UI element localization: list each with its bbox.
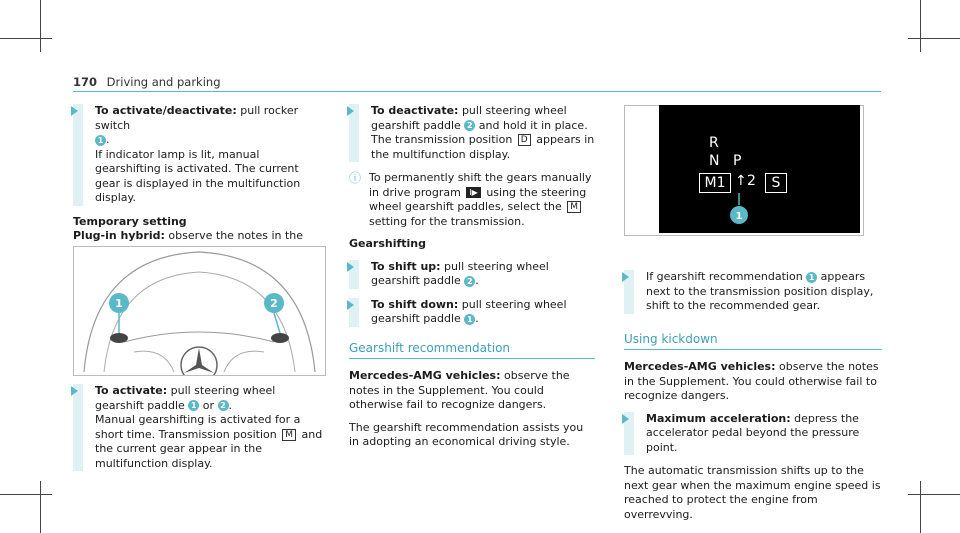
m-symbol: M [567,201,581,213]
instruction-step [349,104,595,162]
callout-line [659,105,860,233]
column-2 [349,104,595,458]
step-text: If indicator lamp is lit, manual gearshifting is activated. The current gear is displayed in the multifunction display. [95,147,301,204]
step-text: and the current gear appear in the multifunction display. [95,427,323,470]
plugin-label: Plug-in hybrid: [73,229,165,242]
gear-p: P [733,153,742,169]
step-arrow-icon [622,414,629,424]
gear-n: N [709,153,720,169]
crop-mark [920,0,921,52]
mb-label: Mercedes-AMG vehicles: [349,369,501,382]
step-text: appears next to the transmission position display, shift to the recommended gear. [646,270,874,312]
multifunction-display [659,105,860,233]
recommended-gear: 2 [747,173,756,189]
instruction-step [73,104,325,206]
step-arrow-icon [71,386,78,396]
step-text: or [199,398,218,412]
badge-2: 2 [464,120,475,131]
gear-s-box: S [765,173,787,193]
column-1-bottom [73,384,325,480]
instruction-step [73,384,325,471]
info-icon: ⓘ [349,171,362,185]
instruction-step [624,412,882,456]
info-text: using the steering wheel gearshift paddles, select the [369,185,587,213]
gear-r: R [709,135,719,151]
section-title: Using kickdown [624,332,882,351]
m-symbol: M [282,429,296,441]
steering-wheel-illustration [74,247,325,375]
step-text: . [228,398,233,412]
crop-mark [0,494,52,495]
step-text: pull steering wheel gearshift paddle [371,259,549,287]
instruction-step [624,270,882,314]
step-text: If gearshift recommendation [646,270,807,283]
step-text: Manual gearshifting is activated for a short time. Transmission position [95,413,301,441]
page-header [73,75,221,89]
crop-mark [40,481,41,533]
badge-2: 2 [218,400,229,411]
step-arrow-icon [622,272,629,282]
step-arrow-icon [347,106,354,116]
header-rule [73,91,881,92]
crop-mark [0,38,52,39]
step-text: pull steering wheel gearshift paddle [371,104,567,132]
badge-1: 1 [464,314,475,325]
plugin-text: observe the notes in the [168,229,304,242]
badge-2: 2 [464,276,475,287]
step-text: appears in the multifunction display. [371,133,595,161]
page-number: 170 [73,75,98,89]
mb-label: Mercedes-AMG vehicles: [624,360,776,373]
paragraph: The automatic transmission shifts up to the next gear when the maximum engine speed is reached to protect the engine from overrevving. [624,464,881,521]
step-text: and hold it in place. [475,118,588,132]
step-text: pull rocker switch [95,104,299,132]
step-arrow-icon [347,300,354,310]
step-label: To shift up: [371,259,441,273]
step-label: To activate/deactivate: [95,104,237,117]
badge-1: 1 [95,135,106,146]
instruction-step: To shift up: pull steering wheel gearshift paddle 2 . [349,260,595,289]
step-bar [73,384,83,471]
column-3 [624,270,882,530]
step-label: To shift down: [371,297,459,311]
program-symbol: I▶ [466,187,481,198]
info-text: setting for the transmission. [369,214,525,228]
temp-heading: Temporary setting [73,214,187,228]
step-label: Maximum acceleration: [646,411,791,425]
callout-1: 1 [735,211,743,222]
step-bar [73,104,83,206]
mb-text: observe the notes in the Supplement. You could otherwise fail to recognize dangers. [349,369,570,411]
up-arrow-icon: ↑ [735,173,747,189]
crop-mark [908,494,960,495]
step-arrow-icon [347,262,354,272]
step-label: To activate: [95,384,168,397]
step-text: pull steering wheel gearshift paddle [95,384,276,412]
step-arrow-icon [71,106,78,116]
step-label: To deactivate: [371,104,459,117]
step-text: The transmission position [371,133,516,146]
step-text: pull steering wheel gearshift paddle [371,297,567,325]
callout-1: 1 [115,297,123,310]
instruction-step: To shift down: pull steering wheel gearshift paddle 1 . [349,298,595,327]
badge-1: 1 [188,400,199,411]
crop-mark [920,481,921,533]
section-title: Gearshift recommendation [349,341,595,360]
paragraph: The gearshift recommendation assists you in adopting an economical driving style. [349,420,584,448]
crop-mark [908,38,960,39]
badge-1: 1 [806,272,817,283]
gear-m1-box: M1 [699,173,731,193]
info-text: To permanently shift the gears manually in drive program [369,171,592,199]
step-text: . [106,133,110,146]
mb-text: observe the notes in the Supplement. You could otherwise fail to recognize dangers. [624,360,879,402]
steering-wheel-figure [73,246,326,376]
step-text: depress the accelerator pedal beyond the pressure point. [646,411,860,454]
callout-2: 2 [270,297,278,310]
page-title: Driving and parking [106,75,221,89]
d-symbol: D [518,134,531,146]
crop-mark [40,0,41,52]
info-note [349,171,595,229]
gearshifting-heading: Gearshifting [349,237,427,250]
